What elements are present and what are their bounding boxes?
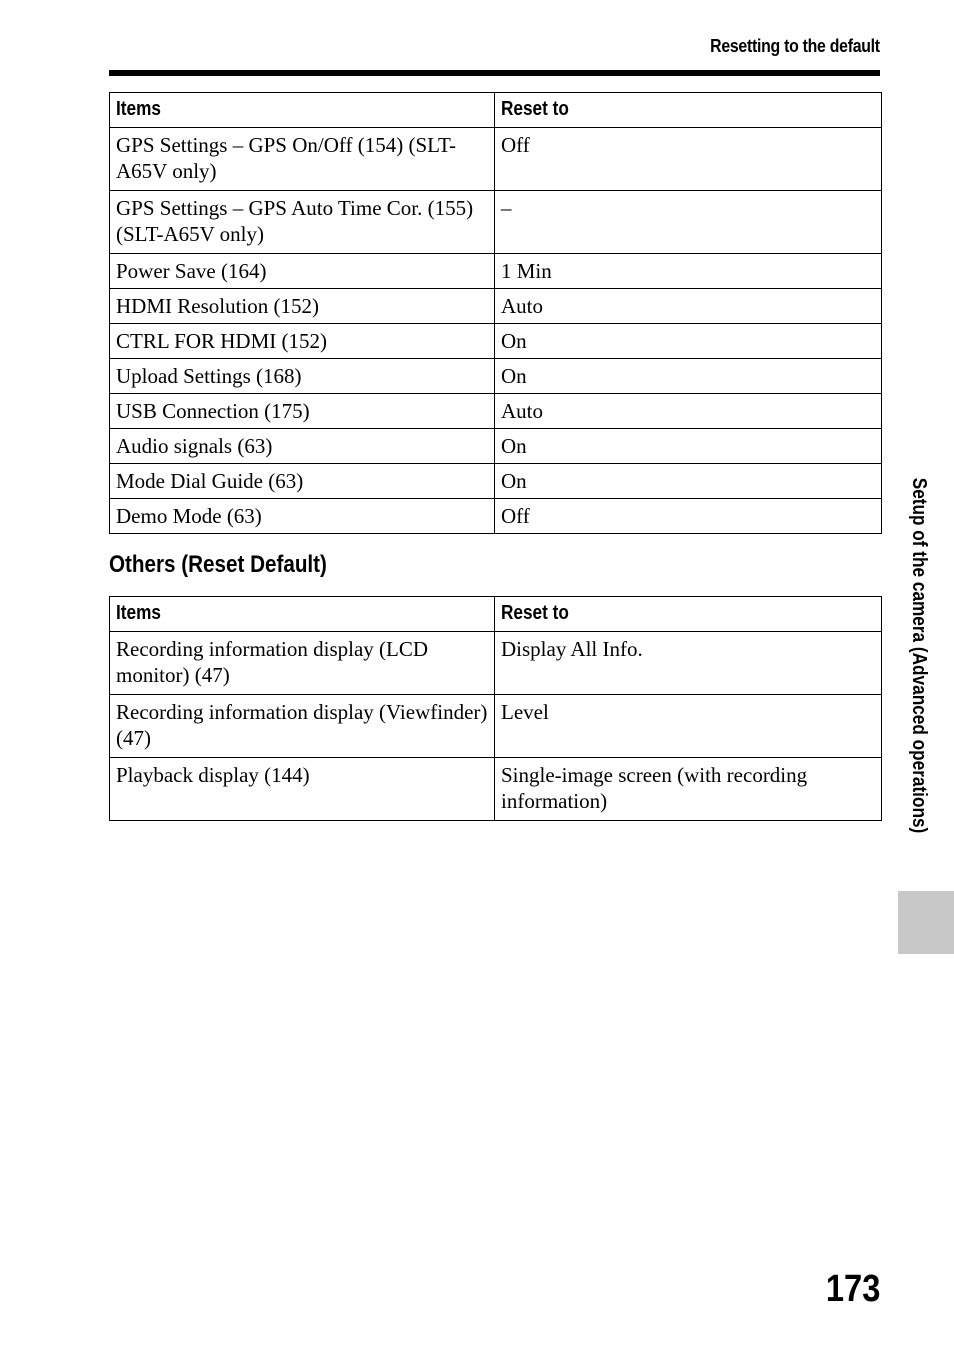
table-header-row — [110, 597, 882, 632]
table-row — [110, 695, 882, 758]
running-header: Resetting to the default — [710, 36, 880, 56]
reset-value-cell: Off — [495, 128, 882, 191]
table-row — [110, 128, 882, 191]
reset-value-cell: On — [495, 324, 882, 359]
side-tab-marker — [898, 891, 954, 954]
reset-value-cell: On — [495, 359, 882, 394]
item-cell: Audio signals (63) — [110, 429, 495, 464]
item-cell: Playback display (144) — [110, 758, 495, 821]
item-cell: CTRL FOR HDMI (152) — [110, 324, 495, 359]
item-cell: USB Connection (175) — [110, 394, 495, 429]
table-row — [110, 191, 882, 254]
table-row — [110, 758, 882, 821]
item-cell: HDMI Resolution (152) — [110, 289, 495, 324]
reset-table-2 — [109, 596, 882, 821]
column-header-items: Items — [110, 93, 495, 128]
item-cell: Recording information display (LCD monitor) (47) — [110, 632, 495, 695]
table-row — [110, 394, 882, 429]
table-row — [110, 324, 882, 359]
reset-value-cell: 1 Min — [495, 254, 882, 289]
table-header-row — [110, 93, 882, 128]
column-header-reset-to: Reset to — [495, 597, 882, 632]
column-header-items: Items — [110, 597, 495, 632]
table-row — [110, 632, 882, 695]
item-cell: Power Save (164) — [110, 254, 495, 289]
reset-value-cell: Level — [495, 695, 882, 758]
column-header-reset-to: Reset to — [495, 93, 882, 128]
table-row — [110, 464, 882, 499]
table-row — [110, 429, 882, 464]
side-tab-label — [907, 438, 931, 872]
table-row — [110, 289, 882, 324]
reset-value-cell: On — [495, 429, 882, 464]
page-number: 173 — [825, 1268, 880, 1310]
reset-value-cell: Display All Info. — [495, 632, 882, 695]
reset-value-cell: – — [495, 191, 882, 254]
header-rule — [109, 70, 880, 76]
item-cell: Mode Dial Guide (63) — [110, 464, 495, 499]
section-heading-others: Others (Reset Default) — [109, 551, 327, 578]
item-cell: Demo Mode (63) — [110, 499, 495, 534]
reset-value-cell: Auto — [495, 394, 882, 429]
item-cell: Upload Settings (168) — [110, 359, 495, 394]
table-row — [110, 254, 882, 289]
reset-value-cell: Auto — [495, 289, 882, 324]
reset-table-1 — [109, 92, 882, 534]
table-row — [110, 499, 882, 534]
item-cell: GPS Settings – GPS Auto Time Cor. (155) (SLT-A65V only) — [110, 191, 495, 254]
reset-value-cell: Off — [495, 499, 882, 534]
table-row — [110, 359, 882, 394]
reset-value-cell: Single-image screen (with recording information) — [495, 758, 882, 821]
side-tab-text: Setup of the camera (Advanced operations) — [908, 477, 931, 833]
item-cell: GPS Settings – GPS On/Off (154) (SLT-A65V only) — [110, 128, 495, 191]
item-cell: Recording information display (Viewfinder) (47) — [110, 695, 495, 758]
reset-value-cell: On — [495, 464, 882, 499]
